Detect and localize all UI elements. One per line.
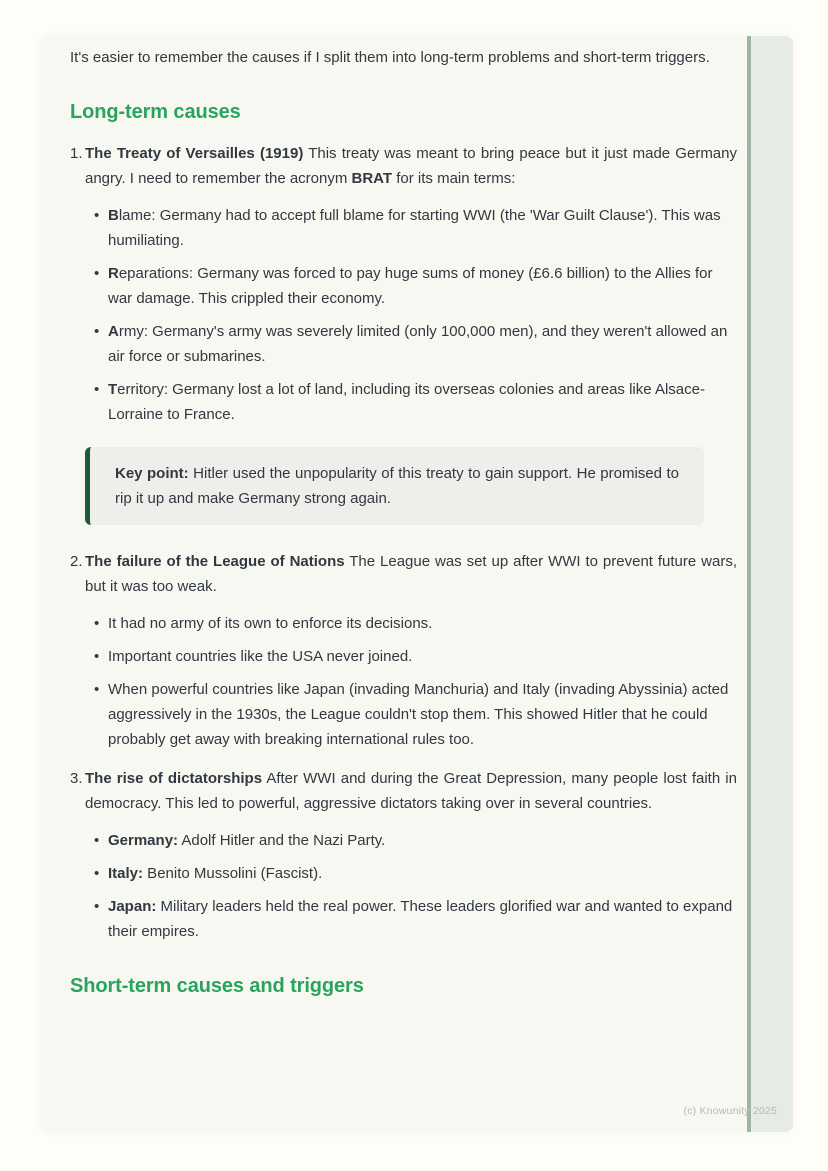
bullet-text: erritory: Germany lost a lot of land, including its overseas colonies and areas like Alsace-Lorraine to France. [108,381,705,423]
bullet-item-usa-never-joined [108,644,737,669]
section-heading-short-term: Short-term causes and triggers [70,975,364,997]
bullet-item-army [108,319,737,369]
bullet-text: When powerful countries like Japan (invading Manchuria) and Italy (invading Abyssinia) acted aggressively in the 1930s, the League couldn't stop them. This showed Hitler that he could probably get away with breaking international rules too. [108,681,729,748]
bullet-lead: R [108,265,119,282]
section-heading-long-term: Long-term causes [70,101,241,123]
key-point-callout [85,447,704,525]
bullet-lead: T [108,381,118,398]
bullet-text: Military leaders held the real power. These leaders glorified war and wanted to expand their empires. [108,898,733,940]
bullet-text: Adolf Hitler and the Nazi Party. [178,832,386,849]
bullet-lead: Japan: [108,898,157,915]
list-item-treaty-of-versailles [70,141,737,525]
bullet-item-italy [108,861,737,886]
bullet-item-reparations [108,261,737,311]
key-point-paragraph [115,461,679,511]
bullet-text: lame: Germany had to accept full blame for starting WWI (the 'War Guilt Clause'). This was humiliating. [108,207,721,249]
notes-page-card [40,36,793,1132]
list-number: 2. [70,553,83,570]
item-body: After WWI and during the Great Depression, many people lost faith in democracy. This led to powerful, aggressive dictators taking over in several countries. [85,770,737,812]
copyright-notice: (c) Knowunity 2025 [683,1105,777,1117]
intro-paragraph: It's easier to remember the causes if I split them into long-term problems and short-term triggers. [70,49,710,66]
bullet-lead: Germany: [108,832,179,849]
list-item-league-of-nations [70,549,737,752]
league-weakness-list [85,611,737,752]
list-item-rise-of-dictatorships [70,766,737,944]
bullet-item-aggression [108,677,737,752]
treaty-terms-list [85,203,737,427]
key-point-label: Key point: [115,465,189,482]
item-paragraph [85,141,737,191]
bullet-text: rmy: Germany's army was severely limited (only 100,000 men), and they weren't allowed an air force or submarines. [108,323,728,365]
item-title: The rise of dictatorships [85,770,263,787]
bullet-text: It had no army of its own to enforce its decisions. [108,615,433,632]
bullet-item-territory [108,377,737,427]
item-body: for its main terms: [392,170,516,187]
bullet-text: Benito Mussolini (Fascist). [143,865,323,882]
item-body: The League was set up after WWI to prevent future wars, but it was too weak. [85,553,737,595]
page-content [40,36,793,1041]
item-title: The failure of the League of Nations [85,553,345,570]
key-point-text: Hitler used the unpopularity of this treaty to gain support. He promised to rip it up and make Germany strong again. [115,465,679,507]
item-title: The Treaty of Versailles (1919) [85,145,304,162]
bullet-lead: B [108,207,119,224]
bullet-lead: A [108,323,119,340]
bullet-item-japan [108,894,737,944]
dictators-list [85,828,737,944]
bullet-item-blame [108,203,737,253]
long-term-causes-list [70,141,737,944]
list-number: 3. [70,770,83,787]
bullet-item-germany [108,828,737,853]
bullet-text: eparations: Germany was forced to pay huge sums of money (£6.6 billion) to the Allies for war damage. This crippled their economy. [108,265,713,307]
item-paragraph [85,549,737,599]
acronym-brat: BRAT [351,170,393,187]
list-number: 1. [70,145,83,162]
bullet-text: Important countries like the USA never joined. [108,648,413,665]
item-paragraph [85,766,737,816]
item-body: This treaty was meant to bring peace but it just made Germany angry. I need to remember the acronym [85,145,737,187]
bullet-lead: Italy: [108,865,144,882]
bullet-item-no-army [108,611,737,636]
